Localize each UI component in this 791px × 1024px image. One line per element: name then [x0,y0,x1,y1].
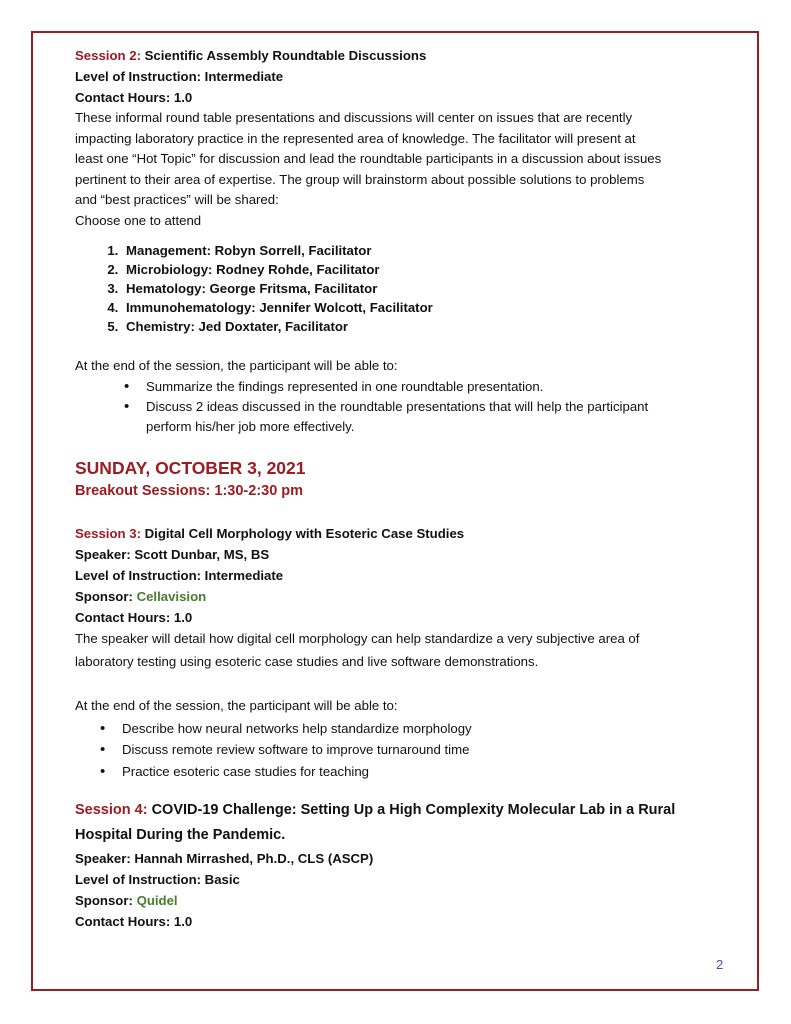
session2-objectives-list [75,377,715,417]
list-item: 5. Chemistry: Jed Doxtater, Facilitator [122,317,715,336]
session2-desc-line: and “best practices” will be shared: [75,192,279,207]
list-item: • Summarize the findings represented in one roundtable presentation. [146,377,715,397]
list-item: • Discuss remote review software to improve turnaround time [122,739,715,761]
sponsor-label: Sponsor: [75,893,133,908]
breakout-heading: Breakout Sessions: 1:30-2:30 pm [75,483,304,499]
session2-objectives-intro: At the end of the session, the participant will be able to: [75,358,398,373]
session4-hours: Contact Hours: 1.0 [75,914,193,929]
session4-title-continued: Hospital During the Pandemic. [75,827,286,843]
session4-speaker: Speaker: Hannah Mirrashed, Ph.D., CLS (ASCP) [75,851,374,866]
list-item: • Discuss 2 ideas discussed in the roundtable presentations that will help the participant [146,397,715,417]
session2-desc-line: pertinent to their area of expertise. The group will brainstorm about possible solutions to problems [75,171,645,187]
list-item: • Practice esoteric case studies for teaching [122,761,715,783]
sponsor-name: Quidel [136,893,178,908]
session3-desc-line: laboratory testing using esoteric case studies and live software demonstrations. [75,653,539,669]
session3-sponsor [75,586,715,607]
session2-description [75,108,715,231]
session3-objectives-intro: At the end of the session, the participant will be able to: [75,698,398,713]
spacer [75,673,715,695]
sponsor-name: Cellavision [136,589,207,604]
session3-heading [75,523,715,544]
session2-heading [75,45,715,66]
session3-objectives-list [75,718,715,783]
session2-desc-line: Choose one to attend [75,212,202,228]
spacer [75,437,715,456]
session2-desc-line: least one “Hot Topic” for discussion and lead the roundtable participants in a discussion about issues [75,151,662,166]
list-item: 3. Hematology: George Fritsma, Facilitator [122,279,715,298]
session2-label: Session 2: [75,48,141,63]
session4-label: Session 4: [75,802,148,818]
list-item: 2. Microbiology: Rodney Rohde, Facilitator [122,260,715,279]
page-number: 2 [716,957,724,972]
session3-hours: Contact Hours: 1.0 [75,610,193,625]
day-heading: SUNDAY, OCTOBER 3, 2021 [75,458,306,478]
page-content [75,45,715,932]
list-item: 4. Immunohematology: Jennifer Wolcott, Facilitator [122,298,715,317]
list-item: 1. Management: Robyn Sorrell, Facilitator [122,241,715,260]
session3-level: Level of Instruction: Intermediate [75,568,284,583]
sponsor-label: Sponsor: [75,589,133,604]
session4-level: Level of Instruction: Basic [75,872,240,887]
roundtable-topics-list [75,241,715,336]
session3-desc-line: The speaker will detail how digital cell morphology can help standardize a very subjective area of [75,631,640,646]
session2-desc-line: These informal round table presentations and discussions will center on issues that are recently [75,110,633,125]
session2-title: Scientific Assembly Roundtable Discussions [144,48,427,63]
session4-sponsor [75,890,715,911]
session2-objective-continued: perform his/her job more effectively. [146,418,355,434]
spacer [75,336,715,356]
session4-heading [75,798,715,823]
session3-title: Digital Cell Morphology with Esoteric Case Studies [144,526,465,541]
session2-hours: Contact Hours: 1.0 [75,90,193,105]
session2-level: Level of Instruction: Intermediate [75,69,284,84]
spacer [75,502,715,523]
session3-label: Session 3: [75,526,141,541]
spacer [75,782,715,798]
list-item: • Describe how neural networks help standardize morphology [122,718,715,740]
session3-speaker: Speaker: Scott Dunbar, MS, BS [75,547,270,562]
session4-title: COVID-19 Challenge: Setting Up a High Complexity Molecular Lab in a Rural [151,802,676,818]
session2-desc-line: impacting laboratory practice in the represented area of knowledge. The facilitator will present at [75,130,636,146]
